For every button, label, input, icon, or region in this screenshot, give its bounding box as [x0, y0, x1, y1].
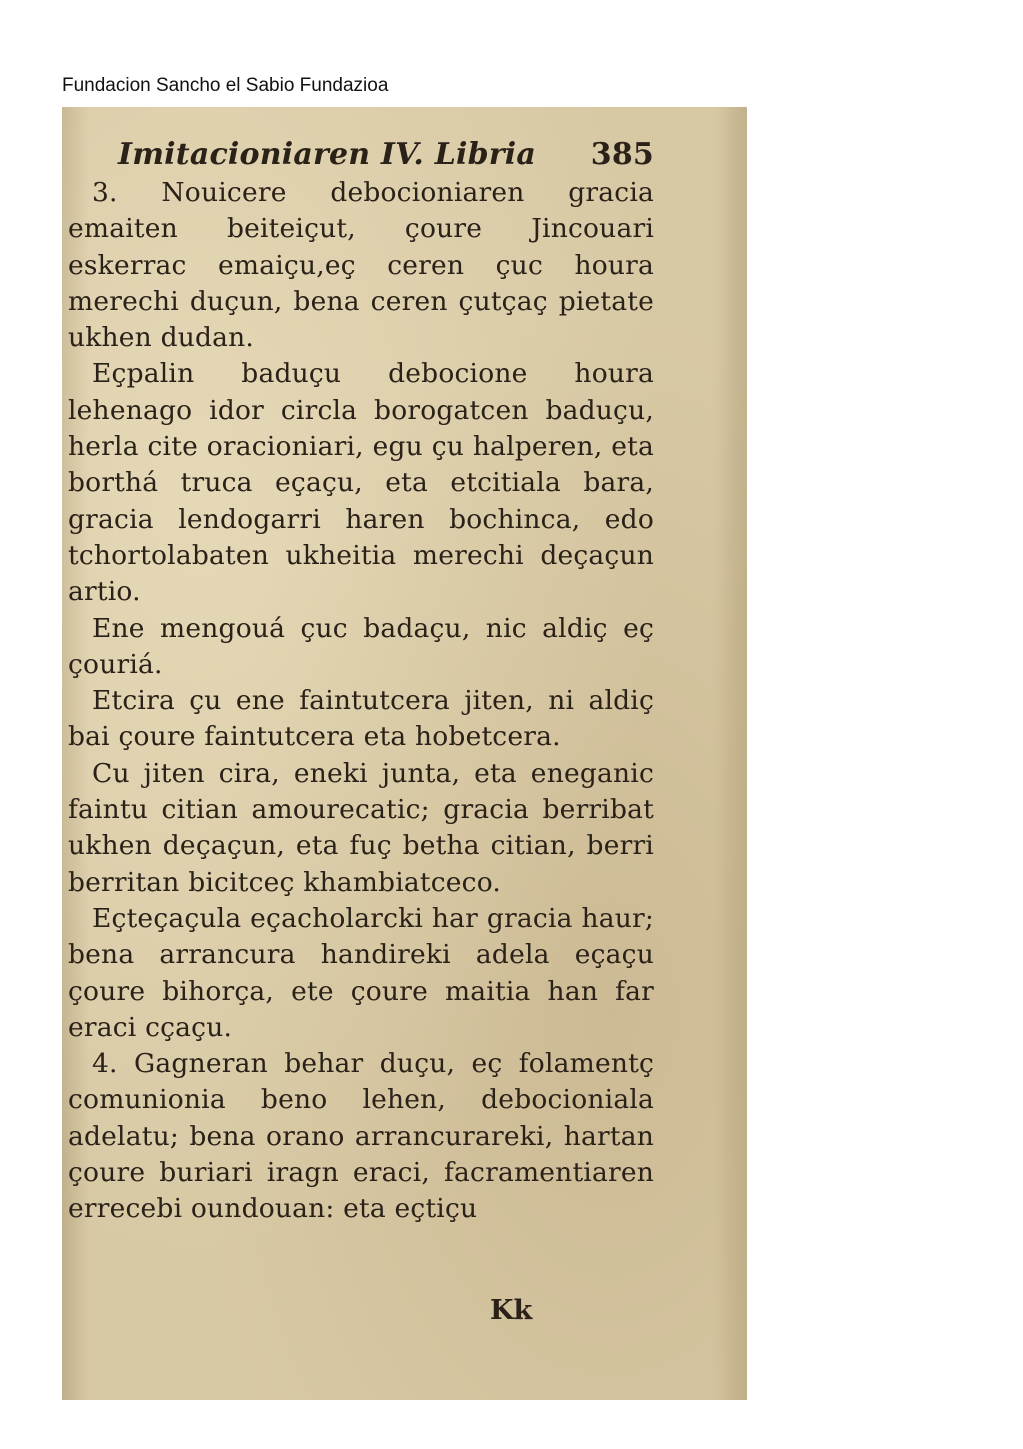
running-head	[68, 135, 654, 175]
running-title: Imitacioniaren IV. Libria	[118, 137, 536, 172]
paragraph: Eçpalin baduçu debocione houra lehenago idor circla borogatcen baduçu, herla cite oracioniari, egu çu halperen, eta borthá truca eçaçu, eta etcitiala bara, gracia lendogarri haren bochinca, edo tchortolabaten ukheitia merechi deçaçun artio.	[68, 358, 654, 608]
paragraph: Ene mengouá çuc badaçu, nic aldiç eç çouriá.	[68, 612, 654, 680]
page-text	[68, 135, 654, 1228]
paragraph: Cu jiten cira, eneki junta, eta eneganic faintu citian amourecatic; gracia berribat ukhen deçaçun, eta fuç betha citian, berri berritan bicitceç khambiatceco.	[68, 757, 654, 898]
paragraph: Eçteçaçula eçacholarcki har gracia haur; bena arrancura handireki adela eçaçu çoure bihorça, ete çoure maitia han far eraci cçaçu.	[68, 902, 654, 1043]
scanned-book-page	[62, 107, 747, 1400]
page-edge-shading	[721, 107, 747, 1400]
paragraph: Etcira çu ene faintutcera jiten, ni aldiç bai çoure faintutcera eta hobetcera.	[68, 685, 654, 753]
paragraph: 4. Gagneran behar duçu, eç folamentç comunionia beno lehen, debocioniala adelatu; bena orano arrancurareki, hartan çoure buriari iragn eraci, facramentiaren errecebi oundouan: eta eçtiçu	[68, 1048, 654, 1225]
catchword: Kk	[490, 1295, 533, 1326]
page-number: 385	[590, 137, 654, 172]
paragraph: 3. Nouicere debocioniaren gracia emaiten beiteiçut, çoure Jincouari eskerrac emaiçu,eç ceren çuc houra merechi duçun, bena ceren çutçaç pietate ukhen dudan.	[68, 177, 654, 354]
source-header: Fundacion Sancho el Sabio Fundazioa	[62, 75, 389, 96]
